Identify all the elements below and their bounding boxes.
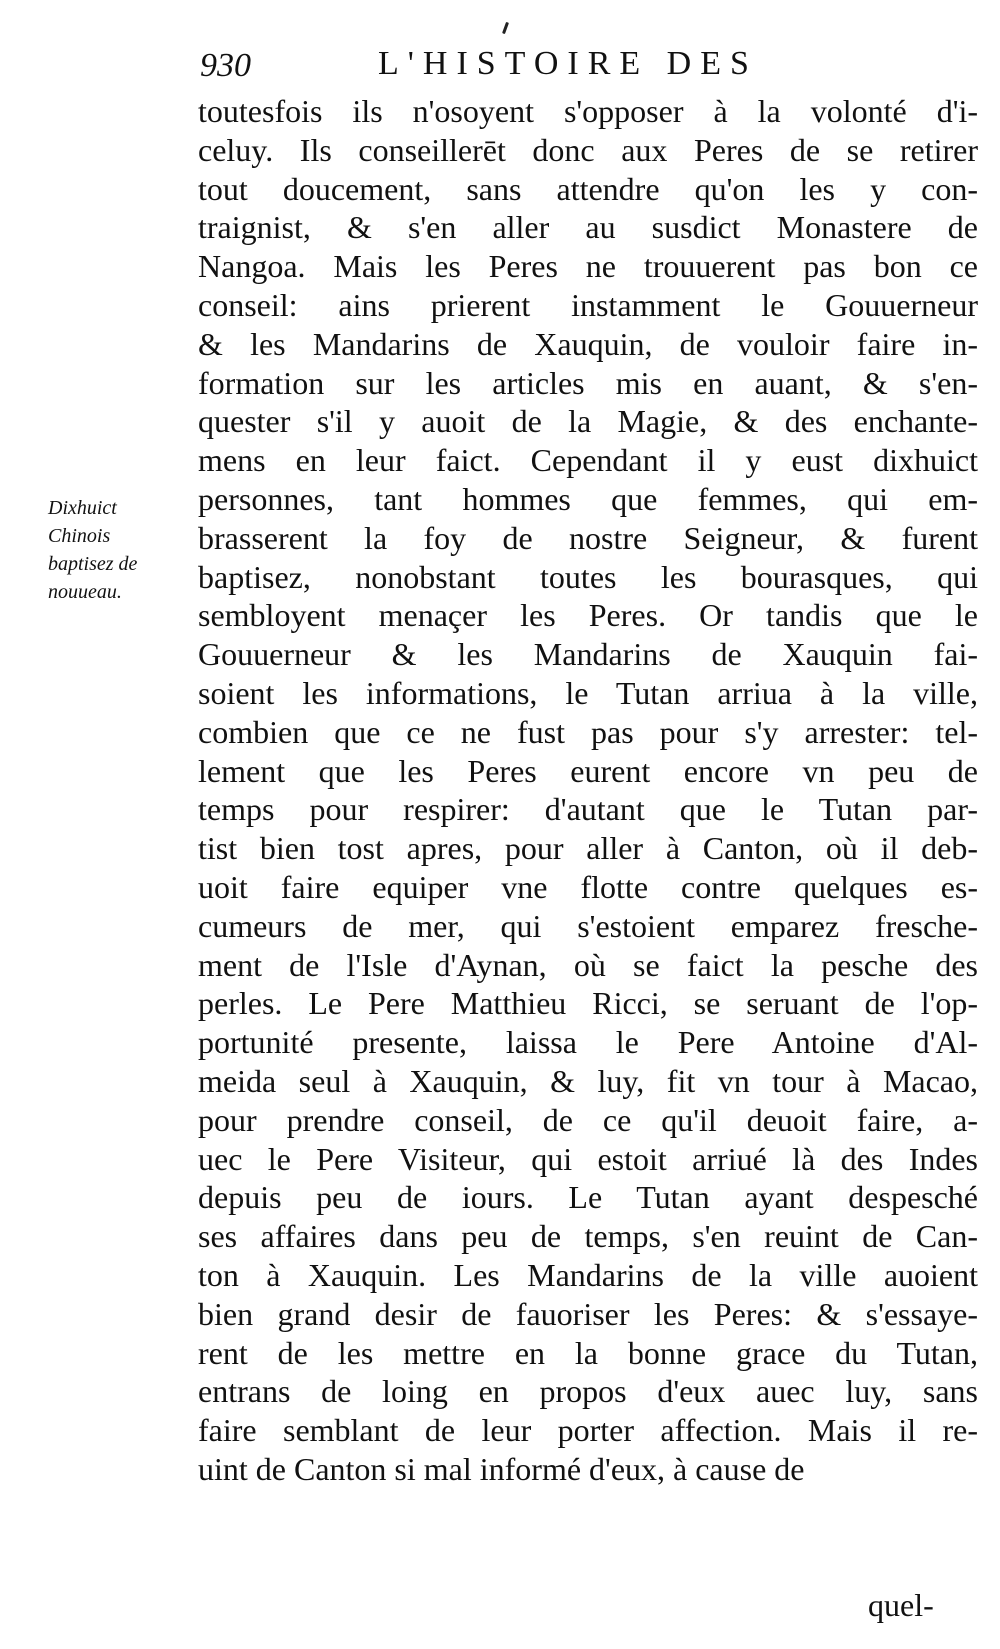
margin-note-line: nouueau. — [48, 581, 122, 603]
margin-note — [48, 494, 198, 606]
text-line: brasserent la foy de nostre Seigneur, & furent — [198, 519, 978, 556]
text-line: mens en leur faict. Cependant il y eust dixhuict — [198, 442, 978, 479]
margin-note-line: baptisez de — [48, 553, 138, 575]
text-line: uoit faire equiper vne flotte contre quelques es- — [198, 868, 978, 905]
text-line: uint de Canton si mal informé d'eux, à cause de — [198, 1450, 805, 1487]
text-line: entrans de loing en propos d'eux auec luy, sans — [198, 1373, 978, 1410]
text-line: soient les informations, le Tutan arriua à la ville, — [198, 674, 978, 711]
margin-note-line: Dixhuict — [48, 497, 117, 519]
text-line: Gouuerneur & les Mandarins de Xauquin fai- — [198, 636, 978, 673]
catchword: quel- — [868, 1587, 934, 1623]
text-line: ses affaires dans peu de temps, s'en reuint de Can- — [198, 1218, 978, 1255]
text-line: ton à Xauquin. Les Mandarins de la ville auoient — [198, 1256, 978, 1293]
text-line: combien que ce ne fust pas pour s'y arrester: tel- — [198, 713, 978, 750]
text-line: traignist, & s'en aller au susdict Monastere de — [198, 209, 978, 246]
text-line: uec le Pere Visiteur, qui estoit arriué là des Indes — [198, 1140, 978, 1177]
text-line: tist bien tost apres, pour aller à Canton, où il deb- — [198, 830, 978, 867]
text-line: lement que les Peres eurent encore vn peu de — [198, 752, 978, 789]
margin-note-line: Chinois — [48, 525, 111, 547]
text-line: cumeurs de mer, qui s'estoient emparez fresche- — [198, 907, 978, 944]
text-line: personnes, tant hommes que femmes, qui em- — [198, 480, 978, 517]
text-line: formation sur les articles mis en auant, & s'en- — [198, 364, 978, 401]
text-line: & les Mandarins de Xauquin, de vouloir faire in- — [198, 325, 978, 362]
text-line: quester s'il y auoit de la Magie, & des enchante- — [198, 403, 978, 440]
text-line: rent de les mettre en la bonne grace du Tutan, — [198, 1334, 978, 1371]
body-text — [198, 92, 978, 1489]
text-line: toutesfois ils n'osoyent s'opposer à la volonté d'i- — [198, 93, 978, 129]
text-line: Nangoa. Mais les Peres ne trouuerent pas bon ce — [198, 248, 978, 285]
text-line: tout doucement, sans attendre qu'on les y con- — [198, 170, 978, 207]
page-number: 930 — [200, 47, 251, 84]
text-line: meida seul à Xauquin, & luy, fit vn tour à Macao, — [198, 1062, 978, 1099]
text-line: perles. Le Pere Matthieu Ricci, se seruant de l'op- — [198, 985, 978, 1022]
running-head — [200, 42, 960, 92]
ink-mark — [502, 22, 509, 34]
text-line: temps pour respirer: d'autant que le Tutan par- — [198, 791, 978, 828]
text-line: pour prendre conseil, de ce qu'il deuoit faire, a- — [198, 1101, 978, 1138]
text-line: conseil: ains prierent instamment le Gouuerneur — [198, 286, 978, 323]
running-title: L'HISTOIRE DES — [378, 45, 758, 82]
text-line: ment de l'Isle d'Aynan, où se faict la pesche des — [198, 946, 978, 983]
text-line: baptisez, nonobstant toutes les bourasques, qui — [198, 558, 978, 595]
text-line: celuy. Ils conseillerēt donc aux Peres de se retirer — [198, 131, 978, 168]
text-line: sembloyent menaçer les Peres. Or tandis que le — [198, 597, 978, 634]
text-line: bien grand desir de fauoriser les Peres: & s'essaye- — [198, 1295, 978, 1332]
text-line: depuis peu de iours. Le Tutan ayant despesché — [198, 1179, 978, 1216]
text-line: portunité presente, laissa le Pere Antoine d'Al- — [198, 1024, 978, 1061]
text-line: faire semblant de leur porter affection. Mais il re- — [198, 1412, 978, 1449]
